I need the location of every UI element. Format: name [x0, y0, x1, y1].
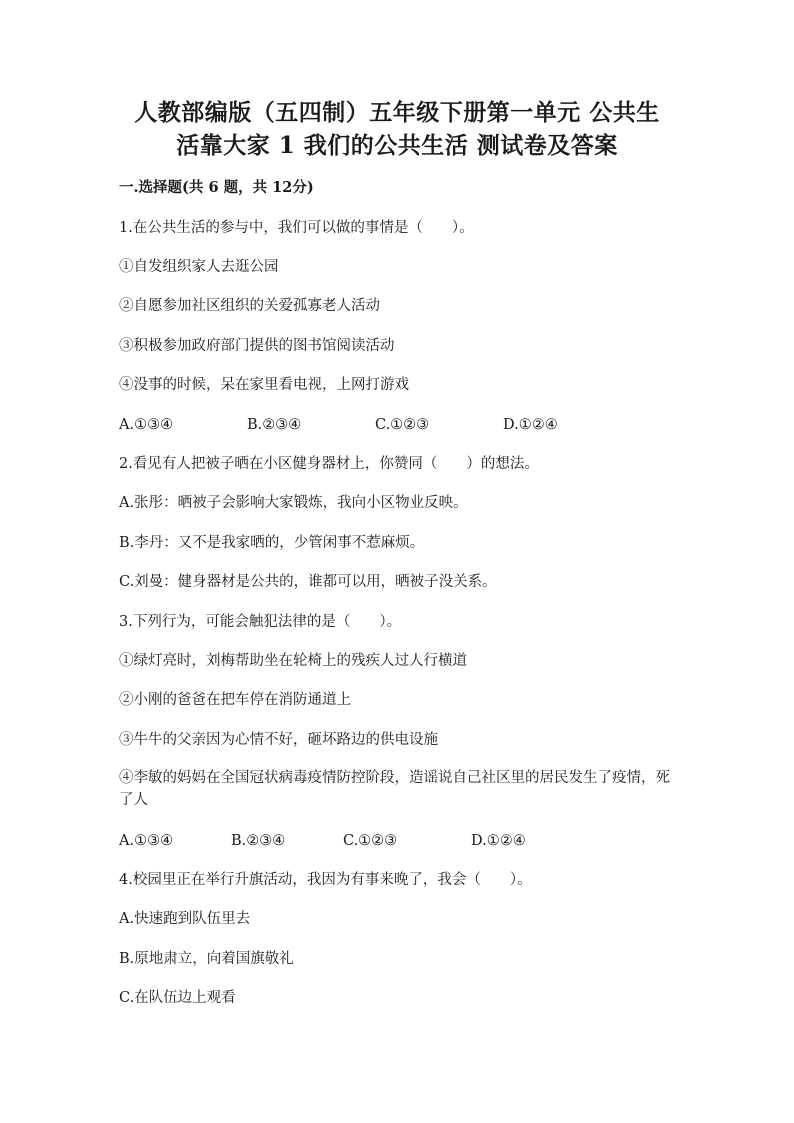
question-3-item-1: ①绿灯亮时，刘梅帮助坐在轮椅上的残疾人过人行横道 — [119, 653, 467, 669]
question-1-item-2: ②自愿参加社区组织的关爱孤寡老人活动 — [119, 298, 380, 314]
question-1-option-a: A.①③④ — [119, 417, 174, 433]
question-2-choice-c: C.刘曼：健身器材是公共的，谁都可以用，晒被子没关系。 — [119, 574, 497, 590]
question-3-stem: 3.下列行为，可能会触犯法律的是（ ）。 — [119, 614, 402, 630]
document-title-line-2: 活靠大家 1 我们的公共生活 测试卷及答案 — [176, 132, 618, 159]
question-3-option-c: C.①②③ — [343, 833, 398, 849]
question-2-stem: 2.看见有人把被子晒在小区健身器材上，你赞同（ ）的想法。 — [119, 456, 539, 472]
question-1-stem: 1.在公共生活的参与中，我们可以做的事情是（ ）。 — [119, 220, 474, 236]
question-4-stem: 4.校园里正在举行升旗活动，我因为有事来晚了，我会（ ）。 — [119, 872, 532, 888]
question-4-choice-c: C.在队伍边上观看 — [119, 990, 236, 1006]
question-2-choice-b: B.李丹：又不是我家晒的，少管闲事不惹麻烦。 — [119, 535, 425, 551]
question-2-choice-a: A.张彤：晒被子会影响大家锻炼，我向小区物业反映。 — [119, 495, 468, 511]
question-1-item-1: ①自发组织家人去逛公园 — [119, 259, 279, 275]
question-1-option-c: C.①②③ — [375, 417, 430, 433]
question-1-item-3: ③积极参加政府部门提供的图书馆阅读活动 — [119, 338, 395, 354]
section-heading: 一.选择题(共 6 题，共 12分) — [119, 179, 314, 196]
question-3-item-2: ②小刚的爸爸在把车停在消防通道上 — [119, 692, 351, 708]
question-1-item-4: ④没事的时候，呆在家里看电视，上网打游戏 — [119, 377, 409, 393]
question-4-choice-a: A.快速跑到队伍里去 — [119, 911, 251, 927]
question-3-item-4: ④李敏的妈妈在全国冠状病毒疫情防控阶段，造谣说自己社区里的居民发生了疫情，死了人 — [119, 770, 670, 808]
question-4-choice-b: B.原地肃立，向着国旗敬礼 — [119, 951, 294, 967]
question-3-option-b: B.②③④ — [231, 833, 286, 849]
question-1-option-b: B.②③④ — [247, 417, 302, 433]
question-3-option-d: D.①②④ — [471, 833, 526, 849]
question-3-option-a: A.①③④ — [119, 833, 174, 849]
question-3-item-3: ③牛牛的父亲因为心情不好，砸坏路边的供电设施 — [119, 732, 438, 748]
document-title-line-1: 人教部编版（五四制）五年级下册第一单元 公共生 — [134, 99, 660, 126]
question-1-option-d: D.①②④ — [503, 417, 558, 433]
